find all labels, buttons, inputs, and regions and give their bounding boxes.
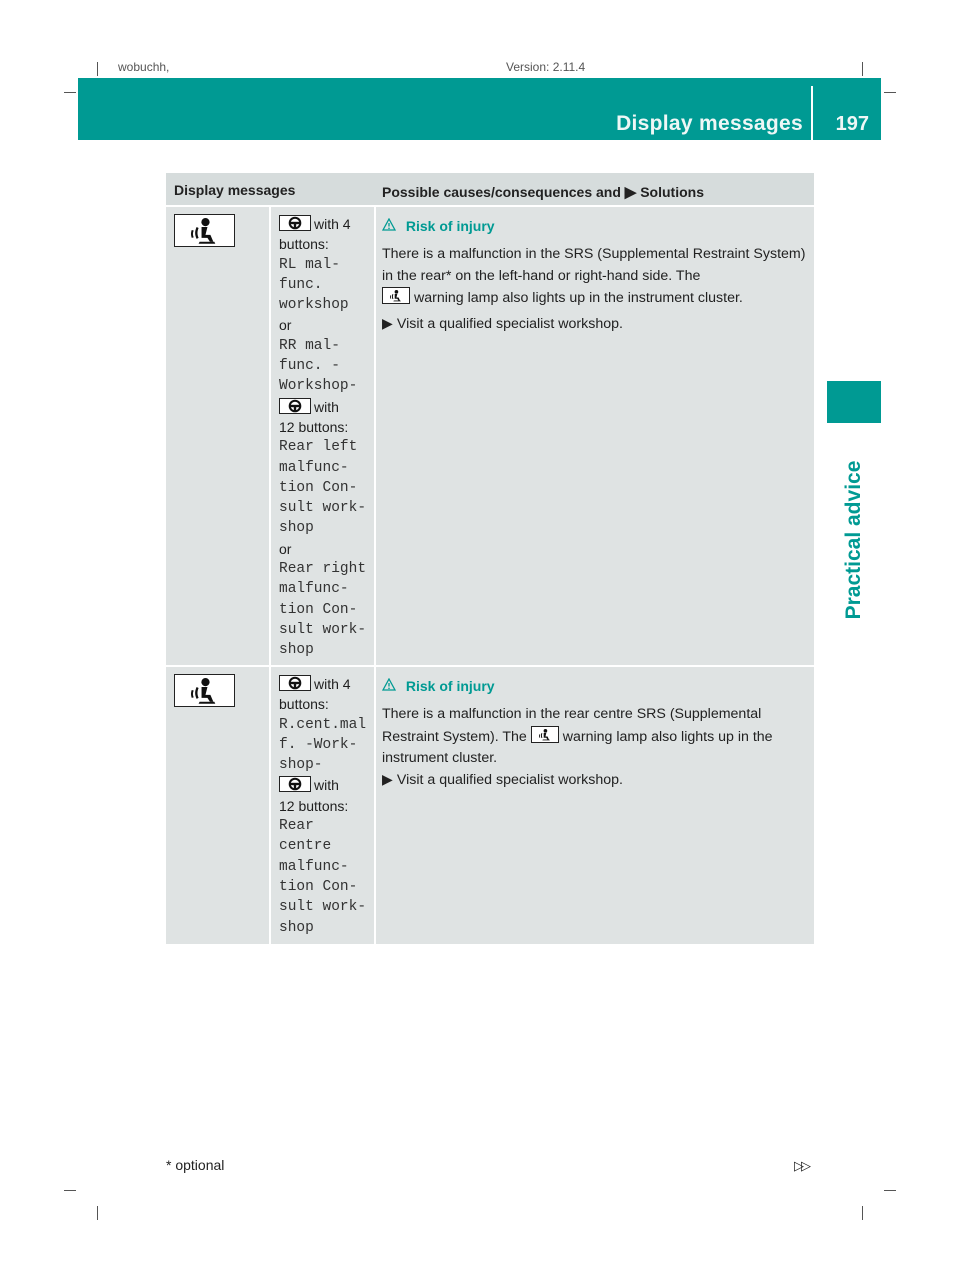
display-message-text: centre	[279, 838, 332, 855]
crop-mark	[97, 1206, 98, 1220]
display-message-text: workshop	[279, 297, 349, 314]
solution-bullet	[382, 316, 623, 332]
message-line-with-icon	[279, 775, 369, 795]
messages-table	[166, 173, 814, 944]
arrow-right-icon: ▶	[624, 184, 637, 201]
airbag-warning-lamp-icon	[174, 214, 235, 247]
message-line-text: 12 buttons:	[279, 797, 349, 814]
display-message-text: malfunc-	[279, 858, 349, 875]
cause-text-a: There is a malfunction in the rear centre SRS (Supplemental Restraint System). The	[382, 706, 762, 745]
table-row	[166, 667, 814, 944]
airbag-warning-lamp-icon	[382, 287, 410, 304]
display-message-text: RL mal-	[279, 256, 340, 273]
steering-wheel-icon	[279, 675, 311, 691]
message-line-text: with	[314, 777, 339, 794]
footnote: * optional	[166, 1157, 225, 1173]
display-message-text: f. -Work-	[279, 736, 358, 753]
crop-mark	[884, 92, 896, 93]
warning-triangle-icon	[382, 678, 396, 694]
message-line-text: with	[314, 398, 339, 415]
steering-wheel-icon	[279, 398, 311, 414]
warning-title: Risk of injury	[405, 678, 495, 694]
display-message-text: tion Con-	[279, 878, 358, 895]
header-causes-text: Possible causes/consequences and	[382, 184, 621, 200]
display-message-text: shop	[279, 642, 314, 659]
crop-mark	[64, 1190, 76, 1191]
crop-mark	[862, 1206, 863, 1220]
display-message-text: shop	[279, 520, 314, 537]
warning-line	[382, 678, 495, 694]
message-line-with-icon	[279, 214, 369, 234]
arrow-right-icon: ▶	[382, 316, 393, 332]
page-number: 197	[835, 113, 869, 135]
arrow-right-icon: ▶	[382, 772, 393, 788]
warning-line	[382, 218, 495, 234]
display-message-text: sult work-	[279, 621, 367, 638]
page-header	[78, 78, 881, 140]
solution-text: Visit a qualified specialist workshop.	[396, 316, 623, 332]
display-message-text: shop	[279, 919, 314, 936]
meta-right: Version: 2.11.4	[506, 60, 586, 74]
message-line-text: with 4	[314, 216, 351, 232]
section-label	[826, 460, 882, 620]
airbag-warning-lamp-icon	[531, 726, 559, 743]
crop-mark	[64, 92, 76, 93]
display-message-text: sult work-	[279, 899, 367, 916]
table-row	[166, 207, 814, 665]
display-message-text: Rear left	[279, 439, 358, 456]
header-divider	[811, 86, 813, 140]
message-line-with-icon	[279, 397, 369, 417]
message-line-text: buttons:	[279, 236, 329, 253]
message-line-text: with 4	[314, 676, 351, 692]
display-cell	[166, 207, 269, 665]
message-line-text: buttons:	[279, 696, 329, 713]
cause-text-b: warning lamp also lights up in the instrument cluster.	[414, 290, 743, 306]
cause-paragraph	[382, 244, 807, 310]
display-message-text: tion Con-	[279, 479, 358, 496]
continue-marker: ▷▷	[794, 1158, 808, 1173]
message-line-with-icon	[279, 674, 369, 694]
display-message-text: tion Con-	[279, 601, 358, 618]
display-message-text: sult work-	[279, 500, 367, 517]
header-display-messages: Display messages	[174, 182, 296, 198]
header-solutions-text: Solutions	[640, 184, 704, 200]
table-header	[166, 173, 814, 205]
section-tab	[827, 381, 881, 423]
page-title: Display messages	[616, 112, 803, 135]
steering-wheel-icon	[279, 215, 311, 231]
warning-title: Risk of injury	[405, 218, 495, 234]
display-message-text: func. -	[279, 358, 340, 375]
crop-mark	[884, 1190, 896, 1191]
message-line-text: or	[279, 317, 292, 334]
steering-wheel-icon	[279, 776, 311, 792]
display-message-text: malfunc-	[279, 581, 349, 598]
solution-text: Visit a qualified specialist workshop.	[396, 772, 623, 788]
message-list	[279, 214, 369, 661]
display-message-text: RR mal-	[279, 337, 340, 354]
message-list	[279, 674, 369, 938]
display-message-text: Rear right	[279, 561, 367, 578]
cause-paragraph	[382, 704, 807, 770]
display-message-text: Workshop-	[279, 378, 358, 395]
cause-text-a: There is a malfunction in the SRS (Supplemental Restraint System) in the rear* on the left-hand or right-hand side. The	[382, 246, 806, 284]
airbag-warning-lamp-icon	[174, 674, 235, 707]
display-message-text: R.cent.mal	[279, 716, 367, 733]
message-line-text: or	[279, 540, 292, 557]
display-message-text: malfunc-	[279, 459, 349, 476]
meta-left: wobuchh,	[118, 60, 170, 74]
display-message-text: shop-	[279, 757, 323, 774]
display-message-text: Rear	[279, 818, 314, 835]
crop-mark	[97, 62, 98, 76]
display-message-text: func.	[279, 276, 323, 293]
message-line-text: 12 buttons:	[279, 418, 349, 435]
warning-triangle-icon	[382, 218, 396, 234]
crop-mark	[862, 62, 863, 76]
header-causes	[382, 183, 704, 201]
display-cell	[166, 667, 269, 944]
cause-text-b: warning lamp also lights up in the instrument cluster.	[382, 728, 773, 766]
solution-bullet	[382, 772, 623, 788]
section-label-text: Practical advice	[842, 460, 865, 620]
